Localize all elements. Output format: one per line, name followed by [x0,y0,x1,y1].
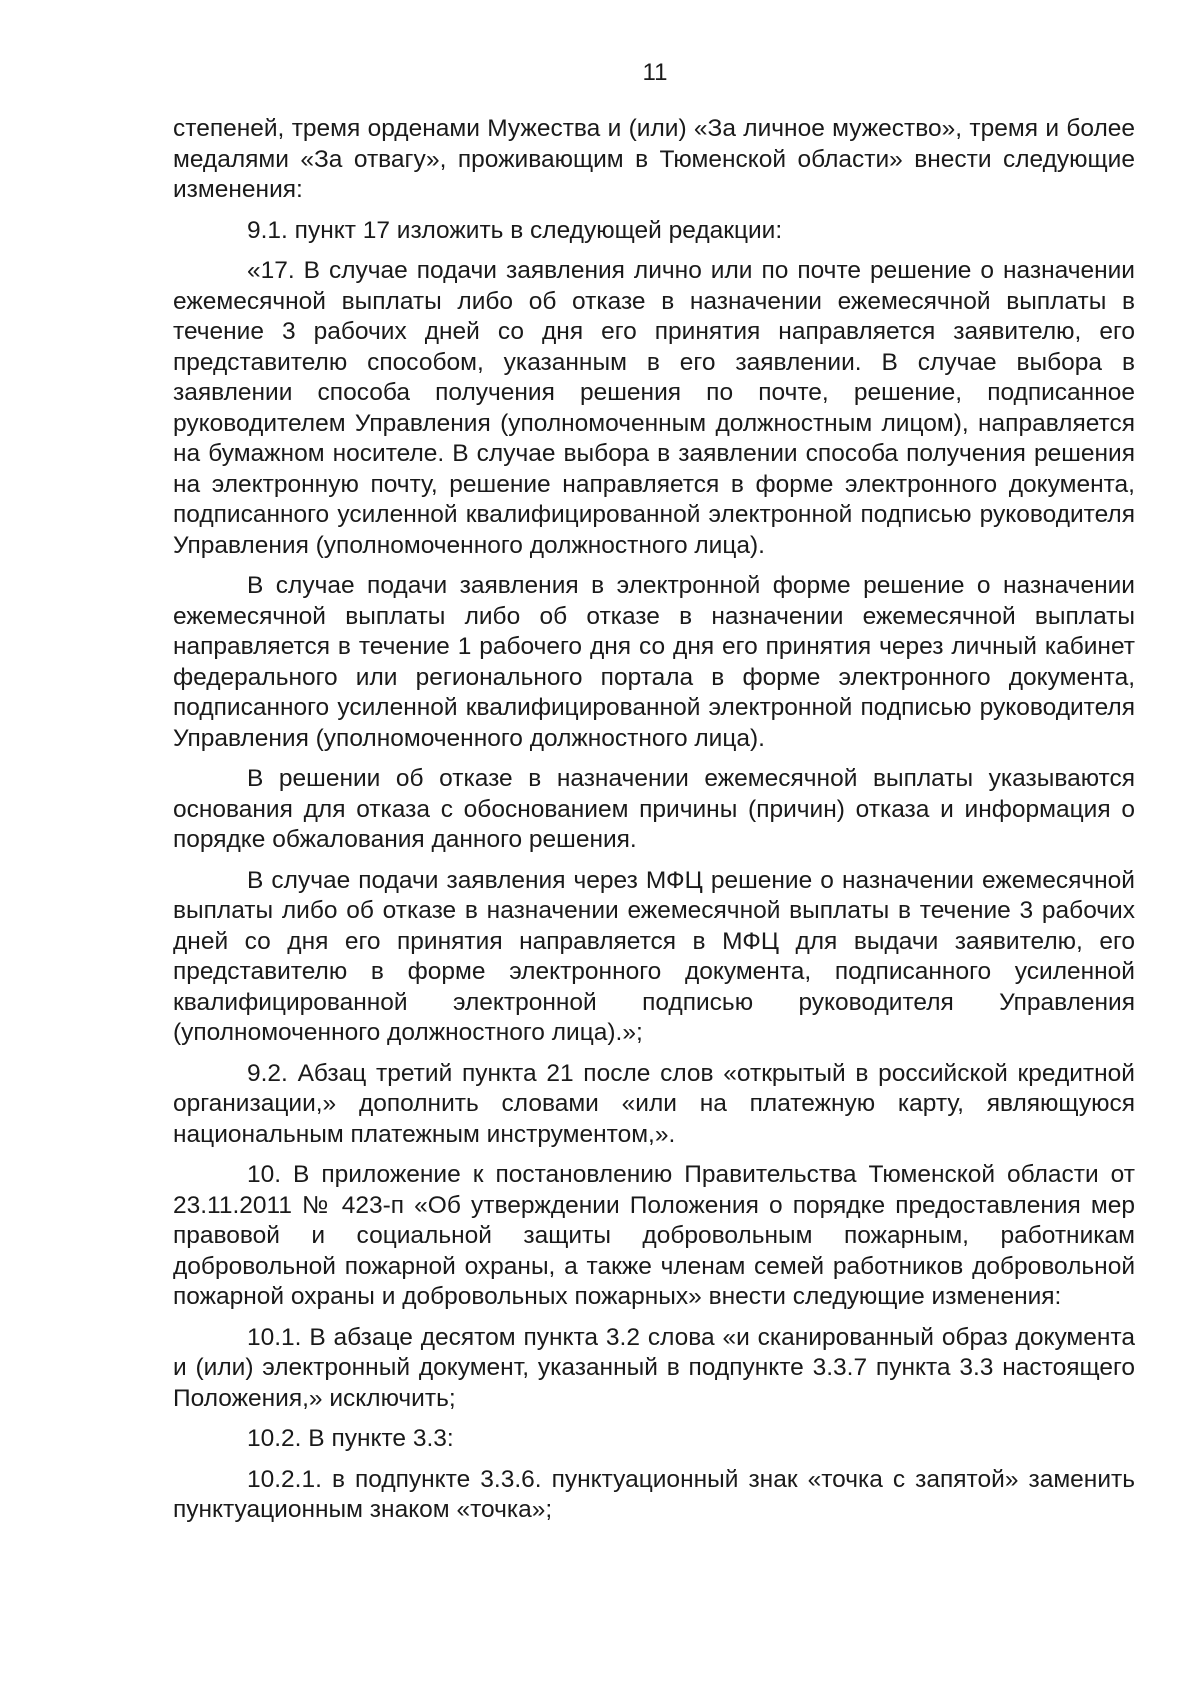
paragraph-10: 10. В приложение к постановлению Правительства Тюменской области от 23.11.2011 № 423-п «Об утверждении Положения о порядке предоставления мер правовой и социальной защиты добровольным пожарным, работникам добровольной пожарной охраны, а также членам семей работников добровольной пожарной охраны и добровольных пожарных» внести следующие изменения: [173,1161,1135,1310]
paragraph-mfc: В случае подачи заявления через МФЦ решение о назначении ежемесячной выплаты либо об отказе в назначении ежемесячной выплаты в течение 3 рабочих дней со дня его принятия направляется в МФЦ для выдачи заявителю, его представителю в форме электронного документа, подписанного усиленной квалифицированной электронной подписью руководителя Управления (уполномоченного должностного лица).»; [173,866,1135,1046]
paragraph-10-2-1: 10.2.1. в подпункте 3.3.6. пунктуационный знак «точка с запятой» заменить пунктуационным знаком «точка»; [173,1465,1135,1523]
paragraph-electronic-form: В случае подачи заявления в электронной форме решение о назначении ежемесячной выплаты либо об отказе в назначении ежемесячной выплаты направляется в течение 1 рабочего дня со дня его принятия через личный кабинет федерального или регионального портала в форме электронного документа, подписанного усиленной квалифицированной электронной подписью руководителя Управления (уполномоченного должностного лица). [173,572,1135,752]
paragraph-17: «17. В случае подачи заявления лично или по почте решение о назначении ежемесячной выплаты либо об отказе в назначении ежемесячной выплаты в течение 3 рабочих дней со дня его принятия направляется заявителю, его представителю способом, указанным в его заявлении. В случае выбора в заявлении способа получения решения по почте, решение, подписанное руководителем Управления (уполномоченным должностным лицом), направляется на бумажном носителе. В случае выбора в заявлении способа получения решения на электронную почту, решение направляется в форме электронного документа, подписанного усиленной квалифицированной электронной подписью руководителя Управления (уполномоченного должностного лица). [173,257,1135,559]
paragraph-refusal-decision: В решении об отказе в назначении ежемесячной выплаты указываются основания для отказа с обоснованием причины (причин) отказа и информация о порядке обжалования данного решения. [173,765,1135,853]
document-body [173,114,1135,1536]
paragraph-continuation: степеней, тремя орденами Мужества и (или) «За личное мужество», тремя и более медалями «За отвагу», проживающим в Тюменской области» внести следующие изменения: [173,115,1135,203]
paragraph-9-1: 9.1. пункт 17 изложить в следующей редакции: [247,216,783,244]
page-number: 11 [642,59,668,86]
paragraph-10-2: 10.2. В пункте 3.3: [247,1425,454,1452]
paragraph-9-2: 9.2. Абзац третий пункта 21 после слов «открытый в российской кредитной организации,» дополнить словами «или на платежную карту, являющуюся национальным платежным инструментом,». [173,1059,1135,1148]
paragraph-10-1: 10.1. В абзаце десятом пункта 3.2 слова «и сканированный образ документа и (или) электронный документ, указанный в подпункте 3.3.7 пункта 3.3 настоящего Положения,» исключить; [173,1323,1135,1412]
